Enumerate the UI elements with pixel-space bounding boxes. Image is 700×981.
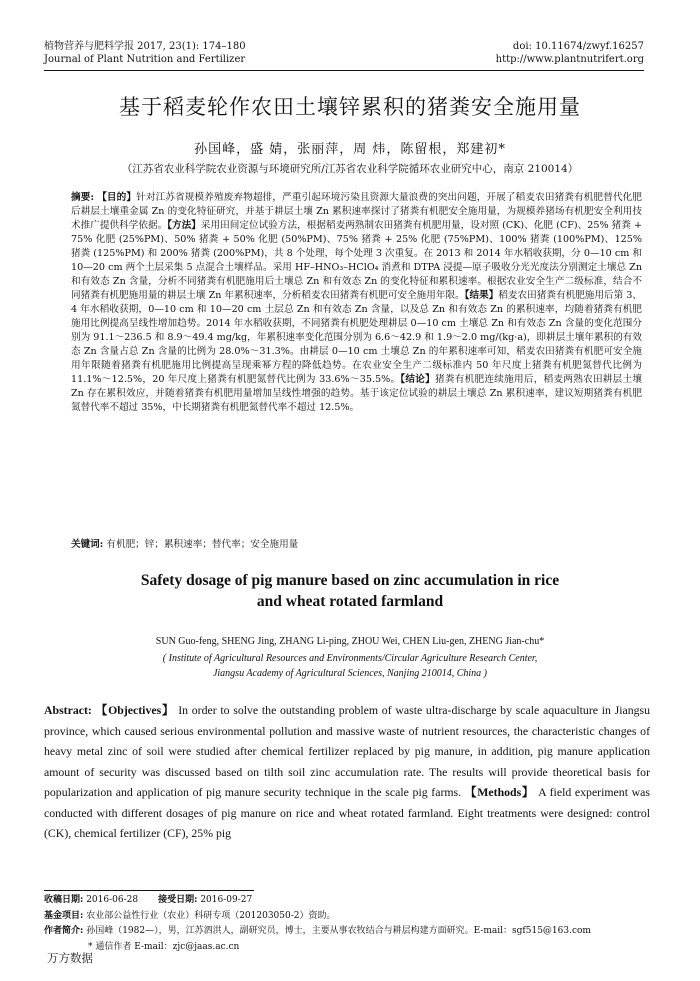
journal-identifiers <box>496 40 644 66</box>
methods-text-cn: 采用田间定位试验方法，根据稻麦两熟制农田猪粪有机肥用量，设对照 (CK)、化肥 (CF)、25% 猪粪 + 75% 化肥 (25%PM)、50% 猪粪 + 50% 化肥 (50%PM)、75% 猪粪 + 25% 化肥 (75%PM)、100% 猪粪 (100%PM)、125% 猪粪 (125%PM) 和 200% 猪粪 (200%PM)，共 8 个处理，每个处理 3 次重复。在 2013 和 2014 年水稻收获期，分 0—10 cm 和 10—20 cm 两个土层采集 5 点混合土壤样品。采用 HF–HNO₃–HClO₄ 消煮和 DTPA 浸提—原子吸收分光光度法分别测定土壤总 Zn 和有效态 Zn 含量，分析不同猪粪有机肥施用后土壤总 Zn 和有效态 Zn 的变化特征和累积速率。根据农业安全生产二级标准，结合不同猪粪有机肥施用量的耕层土壤 Zn 年累积速率，分析稻麦农田猪粪有机肥可安全施用年限。 <box>71 220 643 301</box>
abstract-en <box>44 700 650 844</box>
authors-cn: 孙国峰，盛 婧，张丽萍，周 炜，陈留根，郑建初* <box>194 142 506 157</box>
results-text-cn: 稻麦农田猪粪有机肥施用后第 3、4 年水稻收获期，0—10 cm 和 10—20 cm 土层总 Zn 和有效态 Zn 含量，以及总 Zn 和有效态 Zn 的累积速率，均随着猪粪有机肥施用比例提高呈线性增加趋势。2014 年水稻收获期，不同猪粪有机肥处理耕层 0—10 cm 土壤总 Zn 和有效态 Zn 含量的变化范围分别为 91.1～236.5 和 8.9～49.4 mg/kg，年累积速率变化范围分别为 6.6～42.9 和 1.9～2.0 mg/(kg·a)，即耕层土壤年累积的有效态 Zn 含量占总 Zn 含量的比例为 28.0%～31.3%。由耕层 0—10 cm 土壤总 Zn 的年累积速率可知，稻麦农田猪粪有机肥可安全施用年限随着猪粪有机肥施用比例提高呈现乘幂方程的降低趋势。在农业安全生产二级标准内 50 年尺度上猪粪有机肥氮替代比例为 11.1%～12.5%，20 年尺度上猪粪有机肥氮替代比例为 33.6%～35.5%。 <box>71 290 643 385</box>
results-tag-cn: 【结果】 <box>464 290 499 301</box>
objective-tag-cn: 【目的】 <box>97 192 137 203</box>
objective-text-cn: 针对江苏省规模养殖废弃物超排，严重引起环境污染且资源大量浪费的突出问题，开展了稻麦农田猪粪有机肥替代化肥后耕层土壤重金属 Zn 的变化特征研究，并基于耕层土壤 Zn 累积速率探讨了猪粪有机肥安全施用量，为规模养猪场有机肥安全利用技术推广提供科学依据。 <box>71 192 643 231</box>
methods-tag-en: 【Methods】 <box>464 785 535 799</box>
affiliation-en <box>0 651 700 681</box>
received-label: 收稿日期: <box>44 895 84 905</box>
abstract-en-label: Abstract: <box>44 703 92 717</box>
affiliation-cn: （江苏省农业科学院农业资源与环境研究所/江苏省农业科学院循环农业研究中心，南京 210014） <box>121 163 579 175</box>
accepted-label: 接受日期: <box>158 895 198 905</box>
journal-header <box>44 40 246 66</box>
journal-url[interactable]: http://www.plantnutrifert.org <box>495 54 644 65</box>
header-divider <box>44 70 644 71</box>
keywords-cn <box>71 536 298 550</box>
footnotes <box>44 893 591 955</box>
paper-title-en <box>0 570 700 612</box>
fund-text: 农业部公益性行业（农业）科研专项（201203050-2）资助。 <box>86 910 336 921</box>
received-date: 2016-06-28 <box>86 895 139 905</box>
footnote-fund <box>44 909 591 925</box>
doi: doi: 10.11674/zwyf.16257 <box>512 41 644 52</box>
fund-label: 基金项目: <box>44 910 84 921</box>
abstract-cn <box>71 191 642 415</box>
paper-title-en-line1: Safety dosage of pig manure based on zinc accumulation in rice <box>140 572 560 589</box>
paper-title-en-line2: and wheat rotated farmland <box>256 593 444 610</box>
accepted-date: 2016-09-27 <box>200 895 253 905</box>
paper-title-cn: 基于稻麦轮作农田土壤锌累积的猪粪安全施用量 <box>119 95 581 119</box>
conclusion-text-cn: 猪粪有机肥连续施用后，稻麦两熟农田耕层土壤 Zn 存在累积效应，并随着猪粪有机肥用量增加呈线性增强的趋势。基于该定位试验的耕层土壤总 Zn 累积速率，建议短期猪粪有机肥氮替代率不超过 35%，中长期猪粪有机肥氮替代率不超过 12.5%。 <box>71 374 643 413</box>
keywords-cn-label: 关键词: <box>71 539 104 550</box>
methods-text-en: A field experiment was conducted with different dosages of pig manure on rice and wheat rotated farmland. Eight treatments were designed: control (CK), chemical fertilizer (CF), 25% pig <box>44 785 650 840</box>
objectives-text-en: In order to solve the outstanding problem of waste ultra-discharge by scale aquaculture in Jiangsu province, which caused serious environmental pollution and massive waste of nutrient resources, the characteristic changes of heavy metal zinc of soil were studied after chemical fertilizer replaced by pig manure, in addition, pig manure application amount of security was discussed based on tilth soil zinc accumulation rate. The results will provide theoretical basis for popularization and application of pig manure security technique in the scale pig farms. <box>44 703 650 799</box>
methods-tag-cn: 【方法】 <box>167 220 201 231</box>
authors-en: SUN Guo-feng, SHENG Jing, ZHANG Li-ping, ZHOU Wei, CHEN Liu-gen, ZHENG Jian-chu* <box>155 636 545 647</box>
journal-name-en: Journal of Plant Nutrition and Fertilizer <box>44 54 246 65</box>
affiliation-en-line1: ( Institute of Agricultural Resources and Environments/Circular Agriculture Research Center, <box>162 653 538 664</box>
affiliation-en-line2: Jiangsu Academy of Agricultural Sciences, Nanjing 210014, China ) <box>212 668 488 679</box>
objectives-tag-en: 【Objectives】 <box>95 703 175 717</box>
conclusion-tag-cn: 【结论】 <box>400 374 436 385</box>
journal-name-cn: 植物营养与肥料学报 2017, 23(1): 174–180 <box>44 41 246 52</box>
abstract-cn-label: 摘要: <box>71 192 95 203</box>
footnote-corresponding: * 通信作者 E-mail：zjc@jaas.ac.cn <box>88 941 240 952</box>
footnote-dates <box>44 893 591 909</box>
keywords-cn-text: 有机肥；锌；累积速率；替代率；安全施用量 <box>106 539 299 550</box>
author-label: 作者简介: <box>44 926 84 936</box>
footnote-divider <box>44 890 254 891</box>
author-text: 孙国峰（1982—），男，江苏泗洪人，副研究员，博士，主要从事农牧结合与耕层构建方面研究。E-mail：sgf515@163.com <box>86 926 591 936</box>
footnote-author <box>44 924 591 940</box>
watermark: 万方数据 <box>47 951 93 965</box>
